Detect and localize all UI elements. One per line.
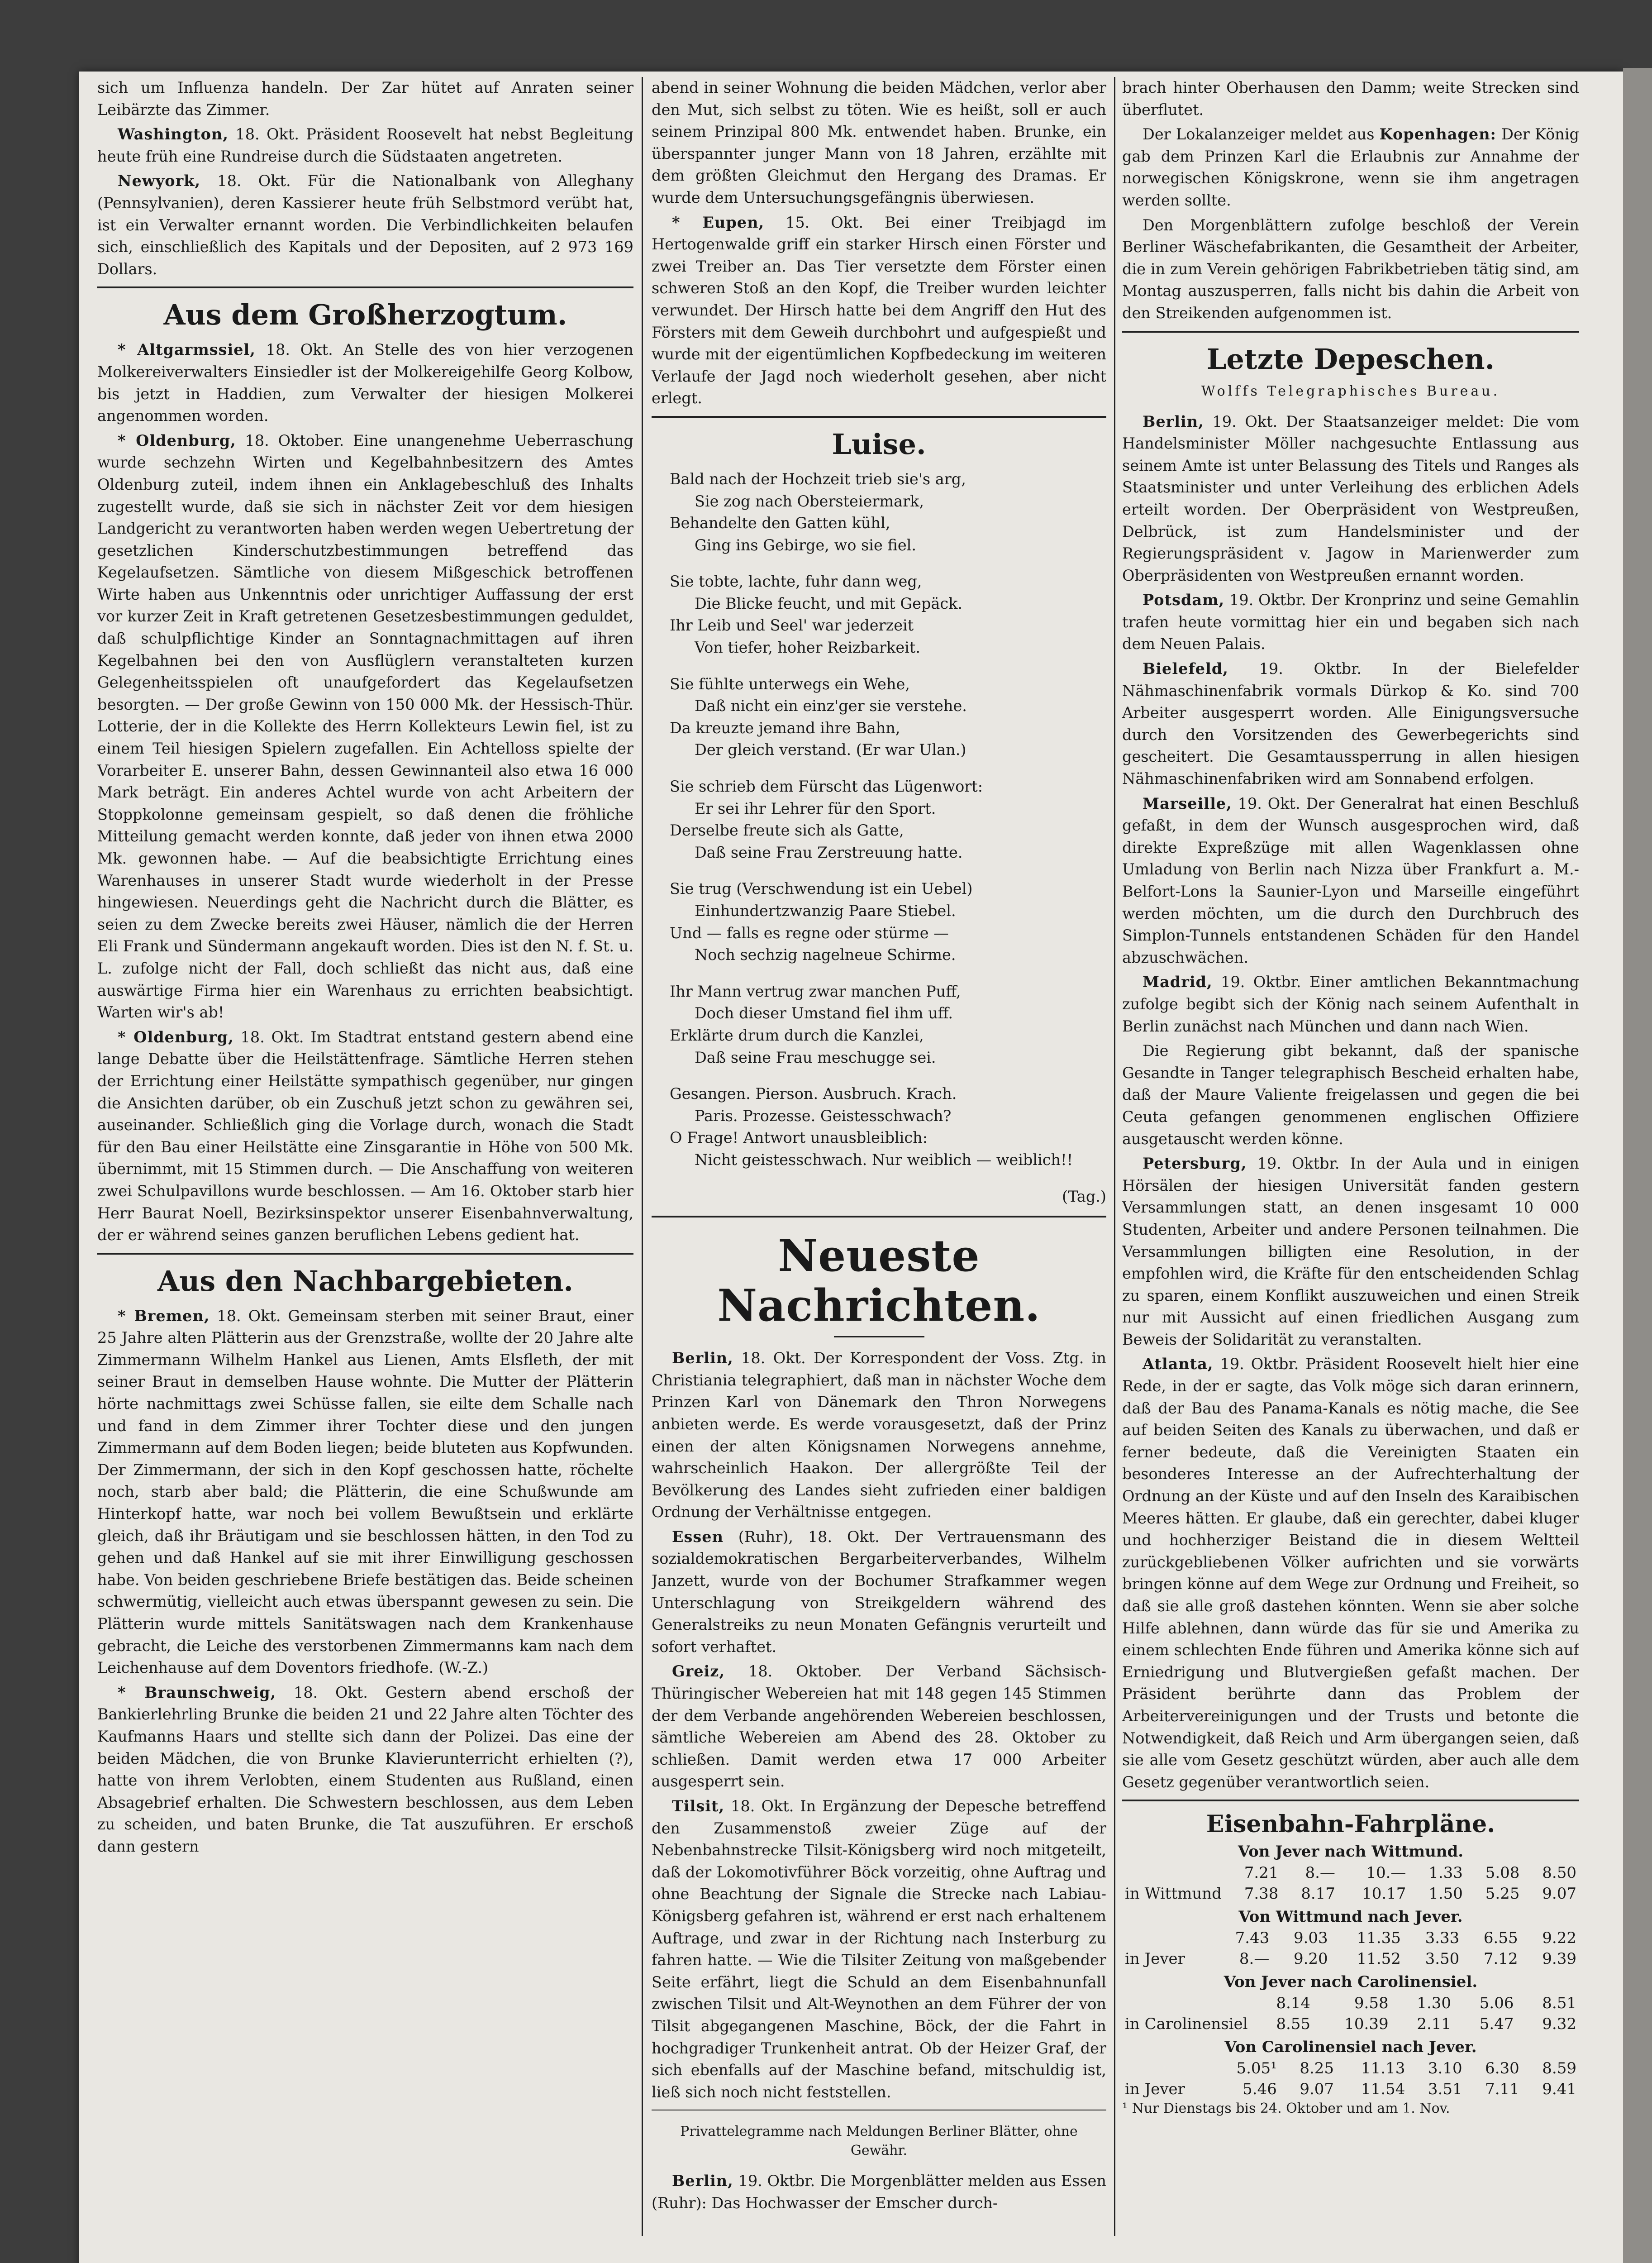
timetable-time: 8.59 <box>1542 2059 1576 2078</box>
article-text: 18. Okt. In Ergänzung der Depesche betreffend den Zusammenstoß zweier Züge auf der Nebenbahnstrecke Tilsit-Königsberg wird noch mitgeteilt, daß der Lokomotivführer Böck vorzeitig, ohne Auftrag und ohne Beachtung der Signale die Strecke nach Labiau-Königsberg gefahren ist, während er erst nach erhaltenem Auftrage, und zwar in der Richtung nach Insterburg zu fahren hatte. — Wie die Tilsiter Zeitung von maßgebender Seite erfährt, liegt die Schuld an dem Eisenbahnunfall zwischen Tilsit und Alt-Weynothen an dem Führer der von Tilsit abgegangenen Maschine, Böck, der die Fahrt in hochgradiger Trunkenheit antrat. Ob der Heizer Graf, der sich ebenfalls auf der Maschine befand, mitschuldig ist, ließ sich noch nicht feststellen. <box>652 1797 1106 2101</box>
poem-source: (Tag.) <box>1062 1187 1106 1205</box>
article-text: 18. Oktober. Der Verband Sächsisch-Thüringischer Webereien hat mit 148 gegen 145 Stimmen der dem Verbande angehörenden Webereien beschlossen, sämtliche Webereien am Abend des 28. Oktober zu schließen. Damit werden etwa 17 000 Arbeiter ausgesperrt sein. <box>652 1662 1106 1790</box>
timetable-row <box>1122 1883 1579 1904</box>
article-altgarmssiel <box>97 339 633 427</box>
timetable-time: 9.39 <box>1542 1950 1576 1968</box>
article-oldenburg-2 <box>97 1026 633 1246</box>
timetable-time: 1.33 <box>1428 1864 1463 1882</box>
article-kopenhagen <box>1122 124 1579 211</box>
timetable-route: Von Carolinensiel nach Jever. <box>1224 2038 1477 2057</box>
paragraph: sich um Influenza handeln. Der Zar hütet auf Anraten seiner Leibärzte das Zimmer. <box>97 79 633 119</box>
timetable-time: 9.07 <box>1542 1885 1576 1903</box>
article-text: 19. Oktbr. In der Bielefelder Nähmaschinenfabrik vormals Dürkop & Ko. sind 700 Arbeiter ausgesperrt worden. Alle Einigungsversuche durch den Vorsitzenden des Gewerbegerichts sind gescheitert. Die Gesamtaussperrung in allen hiesigen Nähmaschinenfabriken wird am Sonnabend erfolgen. <box>1122 660 1579 788</box>
article-text: 19. Oktbr. Einer amtlichen Bekanntmachung zufolge begibt sich der König nach seinem Aufenthalt in Berlin zunächst nach München und dann nach Wien. <box>1122 973 1579 1035</box>
poem-line: Die Blicke feucht, und mit Gepäck. <box>695 594 963 612</box>
timetable-row <box>1122 2079 1579 2100</box>
poem-title: Luise. <box>832 427 926 461</box>
section-rule <box>1122 331 1579 333</box>
timetable-footnote: ¹ Nur Dienstags bis 24. Oktober und am 1. Nov. <box>1122 2101 1450 2117</box>
poem-stanza <box>670 981 1106 1069</box>
timetable-time: 11.35 <box>1357 1929 1401 1948</box>
article-text: 18. Okt. Für die Nationalbank von Alleghany (Pennsylvanien), deren Kassierer heute früh Selbstmord verübt hat, ist ein Verwalter ernannt worden. Die Verbindlichkeiten belaufen sich, einschließlich des Kapitals und der Depositen, auf 2 973 169 Dollars. <box>97 172 633 278</box>
timetable-route: Von Jever nach Wittmund. <box>1238 1843 1464 1861</box>
timetable-time: 7.11 <box>1485 2080 1519 2099</box>
paragraph: brach hinter Oberhausen den Damm; weite Strecken sind überflutet. <box>1122 79 1579 119</box>
poem-line: Der gleich verstand. (Er war Ulan.) <box>695 741 966 759</box>
article-essen <box>652 1526 1106 1658</box>
article-berlin <box>1122 411 1579 587</box>
poem-line: Behandelte den Gatten kühl, <box>670 514 890 532</box>
poem-stanza <box>670 878 1106 966</box>
dateline: Atlanta, <box>1143 1355 1214 1373</box>
dateline: * Oldenburg, <box>118 431 236 449</box>
dateline: Tilsit, <box>672 1797 725 1815</box>
dateline: Washington, <box>118 125 229 143</box>
column-2 <box>652 77 1106 2263</box>
timetable-station <box>1122 1993 1251 2014</box>
article-text: 18. Okt. Präsident Roosevelt hat nebst Begleitung heute früh eine Rundreise durch die Südstaaten angetreten. <box>97 125 633 165</box>
column-rule <box>1114 77 1115 2236</box>
poem-line: Von tiefer, hoher Reizbarkeit. <box>695 639 920 657</box>
timetables <box>1122 1841 1579 2100</box>
poem-line: Erklärte drum durch die Kanzlei, <box>670 1026 924 1044</box>
poem-line: Paris. Prozesse. Geistesschwach? <box>695 1107 952 1125</box>
poem-line: Und — falls es regne oder stürme — <box>670 924 949 942</box>
poem <box>652 468 1106 1171</box>
poem-line: Nicht geistesschwach. Nur weiblich — weiblich!! <box>695 1151 1073 1169</box>
timetable-time: 10.17 <box>1362 1885 1406 1903</box>
dateline: * Bremen, <box>118 1307 210 1325</box>
poem-stanza <box>670 468 1106 556</box>
poem-line: Da kreuzte jemand ihre Bahn, <box>670 719 900 737</box>
timetable <box>1122 1993 1579 2034</box>
poem-line: Daß seine Frau Zerstreuung hatte. <box>695 843 963 861</box>
timetable-time: 5.08 <box>1485 1864 1520 1882</box>
timetable-time: 6.55 <box>1483 1929 1518 1948</box>
timetable-time: 10.39 <box>1344 2015 1389 2034</box>
dateline: Bielefeld, <box>1143 660 1228 678</box>
paragraph: Den Morgenblättern zufolge beschloß der Verein Berliner Wäschefabrikanten, die Gesamtheit der Arbeiter, die in zum Verein gehörigen Fabrikbetrieben tätig sind, am Montag auszusperren, falls nicht bis dahin die Arbeit von den Streikenden aufgenommen ist. <box>1122 216 1579 322</box>
timetable-time: 9.03 <box>1293 1929 1328 1948</box>
dateline: Berlin, <box>672 1349 733 1367</box>
article-text: 18. Okt. Gestern abend erschoß der Bankierlehrling Brunke die beiden 21 und 22 Jahre alten Töchter des Kaufmanns Haars und stellte sich dann der Polizei. Das eine der beiden Mädchen, die von Brunke Klavierunterricht erhielten (?), hatte von ihrem Verlobten, einem Studenten aus Rußland, einen Absagebrief erhalten. Die Schwestern beschlossen, aus dem Leben zu scheiden, und baten Brunke, die Tat auszuführen. Er erschoß dann gestern <box>97 1683 633 1855</box>
adjacent-page-edge <box>1623 68 1652 2263</box>
timetable-time: 7.43 <box>1235 1929 1270 1948</box>
article-greiz <box>652 1661 1106 1793</box>
timetable-row <box>1122 1928 1579 1948</box>
timetable-heading: Eisenbahn-Fahrpläne. <box>1206 1810 1495 1838</box>
article-text: (Ruhr), 18. Okt. Der Vertrauensmann des sozialdemokratischen Bergarbeiterverbandes, Wilhelm Janzett, wurde von der Bochumer Strafkammer wegen Unterschlagung von Streikgeldern während des Generalstreiks zu neun Monaten Gefängnis verurteilt und sofort verhaftet. <box>652 1528 1106 1656</box>
article-bremen <box>97 1305 633 1679</box>
poem-line: Ging ins Gebirge, wo sie fiel. <box>695 536 917 554</box>
timetable-row <box>1122 2014 1579 2034</box>
poem-line: Sie fühlte unterwegs ein Wehe, <box>670 675 910 693</box>
article-potsdam <box>1122 589 1579 655</box>
timetable-time: 1.50 <box>1428 1885 1463 1903</box>
timetable-time: 5.05¹ <box>1236 2059 1277 2078</box>
dateline: Essen <box>672 1528 724 1546</box>
section-rule <box>652 416 1106 418</box>
dateline: Kopenhagen: <box>1379 125 1496 143</box>
timetable-time: 9.22 <box>1542 1929 1576 1948</box>
poem-stanza <box>670 1083 1106 1171</box>
dateline: Marseille, <box>1143 794 1232 812</box>
timetable-time: 8.14 <box>1276 1994 1311 2013</box>
article-washington <box>97 124 633 167</box>
column-rule <box>642 77 643 2236</box>
timetable-station: in Jever <box>1125 1950 1185 1968</box>
section-rule <box>1122 1800 1579 1801</box>
article-petersburg <box>1122 1153 1579 1351</box>
poem-stanza <box>670 776 1106 864</box>
poem-stanza <box>670 673 1106 761</box>
poem-line: Daß nicht ein einz'ger sie verstehe. <box>695 697 967 715</box>
poem-line: Doch dieser Umstand fiel ihm uff. <box>695 1004 953 1022</box>
dateline: Petersburg, <box>1143 1155 1247 1173</box>
article-text: 18. Okt. Gemeinsam sterben mit seiner Braut, einer 25 Jahre alten Plätterin aus der Grenzstraße, wollte der 20 Jahre alte Zimmermann Wilhelm Hankel aus Lienen, Amts Elsfleth, der mit seiner Braut in demselben Hause wohnte. Die Mutter der Plätterin hörte nachmittags zwei Schüsse fallen, sie eilte dem Schalle nach und fand in dem Zimmer ihrer Tochter diese und den jungen Zimmermann auf dem Boden liegen; beide bluteten aus Kopfwunden. Der Zimmermann, der sich in den Kopf geschossen hatte, röchelte noch, starb aber bald; die Plätterin, die eine Schußwunde am Hinterkopf hatte, war noch bei vollem Bewußtsein und erklärte gleich, daß ihr Bräutigam und sie beschlossen hätten, in den Tod zu gehen und daß Hankel auf sie mit ihrer Einwilligung geschossen habe. Von beiden geschriebene Briefe bestätigen das. Beide scheinen schwermütig, vielleicht auch etwas überspannt gewesen zu sein. Die Plätterin wurde mittels Sanitätswagen nach dem Krankenhause gebracht, die Leiche des verstorbenen Zimmermanns kam nach dem Leichenhause auf dem Doventors friedhofe. (W.-Z.) <box>97 1307 633 1677</box>
timetable-time: 11.13 <box>1361 2059 1405 2078</box>
article-text: 19. Okt. Der Generalrat hat einen Beschluß gefaßt, in dem der Wunsch ausgesprochen wird, daß direkte Expreßzüge mit allen Wagenklassen ohne Umladung von Berlin nach Nizza über Frankfurt a. M.-Belfort-Lons la Saunier-Lyon und Marseille eingeführt werden möchten, um die durch den Durchbruch des Simplon-Tunnels entstandenen Schäden für den Handel abzuschwächen. <box>1122 794 1579 966</box>
timetable-time: 8.— <box>1239 1950 1270 1968</box>
timetable-time: 8.50 <box>1542 1864 1576 1882</box>
article-eupen <box>652 212 1106 410</box>
timetable-time: 11.52 <box>1357 1950 1401 1968</box>
timetable-time: 3.50 <box>1425 1950 1460 1968</box>
poem-line: Sie zog nach Obersteiermark, <box>695 492 924 510</box>
timetable-time: 3.10 <box>1428 2059 1462 2078</box>
timetable-station: in Carolinensiel <box>1125 2015 1248 2034</box>
poem-line: Gesangen. Pierson. Ausbruch. Krach. <box>670 1085 957 1103</box>
article-text: 15. Okt. Bei einer Treibjagd im Hertogenwalde griff ein starker Hirsch einen Förster und zwei Treiber an. Das Tier versetzte dem Förster einen schweren Stoß an den Kopf, die Treiber wurden leichter verwundet. Der Hirsch hatte bei dem Angriff den Hut des Försters mit dem Geweih durchbohrt und aufgespießt und wurde mit der eigentümlichen Kopfbedeckung im weiteren Verlaufe der Jagd noch wiederholt gesehen, aber nicht erlegt. <box>652 213 1106 407</box>
timetable-station: in Jever <box>1125 2080 1185 2099</box>
section-rule <box>97 1253 633 1255</box>
timetable-route: Von Wittmund nach Jever. <box>1238 1908 1463 1926</box>
timetable-time: 2.11 <box>1417 2015 1452 2034</box>
poem-stanza <box>670 571 1106 659</box>
poem-line: Sie schrieb dem Fürscht das Lügenwort: <box>670 778 983 796</box>
timetable-row <box>1122 1862 1579 1883</box>
article-tilsit <box>652 1795 1106 2103</box>
article-berlin <box>652 1347 1106 1523</box>
article-newyork <box>97 170 633 280</box>
timetable-time: 3.33 <box>1425 1929 1460 1948</box>
dateline: Newyork, <box>118 172 201 190</box>
article-text: 19. Oktbr. In der Aula und in einigen Hörsälen der hiesigen Universität fanden gestern Versammlungen statt, an denen insgesamt 10 000 Studenten, Arbeiter und andere Personen teilnahmen. Die Versammlungen billigten eine Resolution, in der empfohlen wird, die Kräfte für den entscheidenden Schlag zu sparen, einem Konflikt auszuweichen und einen Streik nur mit Aussicht auf einen friedlichen Ausgang zum Beweis der Solidarität zu veranstalten. <box>1122 1155 1579 1348</box>
timetable-time: 1.30 <box>1417 1994 1452 2013</box>
article-text: 19. Oktbr. Präsident Roosevelt hielt hier eine Rede, in der er sagte, das Volk möge sich daran erinnern, daß der Bau des Panama-Kanals es nötig mache, die See auf beiden Seiten des Kanals zu überwachen, und daß er ferner bedeute, daß die Vereinigten Staaten ein besonderes Interesse an der Aufrechterhaltung der Ordnung an der Küste und auf den Inseln des Karaibischen Meeres hätten. Er glaube, daß ein gerechter, dabei kluger und hochherziger Beistand die in diesem Weltteil zurückgebliebenen Völker aufrichten und sie vorwärts bringen könne auf dem Wege zur Ordnung und Freiheit, so daß sie alle groß dastehen könnten. Wenn sie aber solche Hilfe ablehnen, dann würde das für sie und Amerika zu einem schlechten Ende führen und Amerika könne sich auf Erniedrigung und Blutvergießen gefaßt machen. Der Präsident berührte dann das Problem der Arbeitervereinigungen und der Trusts und betonte die Notwendigkeit, daß Reich und Arm übergangen seien, daß sie alle vom Gesetz geschützt würden, aber auch alle dem Gesetz gegenüber verantwortlich seien. <box>1122 1355 1579 1791</box>
article-text: 18. Okt. An Stelle des von hier verzogenen Molkereiverwalters Einsiedler ist der Molkereigehilfe Georg Kolbow, bis jetzt in Haddien, zum Verwalter der hiesigen Molkerei angenommen worden. <box>97 341 633 425</box>
timetable-station <box>1122 1928 1214 1948</box>
section-rule <box>652 1216 1106 1217</box>
section-heading: Neueste Nachrichten. <box>717 1230 1041 1332</box>
poem-line: Ihr Mann vertrug zwar manchen Puff, <box>670 982 961 1000</box>
poem-line: Bald nach der Hochzeit trieb sie's arg, <box>670 470 966 488</box>
timetable-time: 9.58 <box>1354 1994 1389 2013</box>
poem-line: Sie trug (Verschwendung ist ein Uebel) <box>670 880 973 898</box>
timetable <box>1122 1862 1579 1904</box>
article-text: Der Lokalanzeiger meldet aus <box>1143 125 1375 143</box>
dateline: Potsdam, <box>1143 591 1225 609</box>
timetable <box>1122 2058 1579 2100</box>
timetable-time: 5.25 <box>1485 1885 1520 1903</box>
section-heading: Letzte Depeschen. <box>1206 342 1495 376</box>
poem-line: Derselbe freute sich als Gatte, <box>670 821 904 840</box>
section-heading: Aus dem Großherzogtum. <box>163 298 567 332</box>
timetable-station: in Wittmund <box>1125 1885 1222 1903</box>
timetable-time: 7.38 <box>1244 1885 1279 1903</box>
article-text: 18. Okt. Der Korrespondent der Voss. Ztg. in Christiania telegraphiert, daß man in nächster Woche dem Prinzen Karl von Dänemark den Thron Norwegens anbieten werde. Es werde vorausgesetzt, daß der Prinz einen der alten Königsnamen Norwegens annehme, wahrscheinlich Haakon. Der allergrößte Teil der Bevölkerung des Landes sieht zufrieden einer baldigen Ordnung der Verhältnisse entgegen. <box>652 1349 1106 1521</box>
timetable-time: 8.— <box>1305 1864 1335 1882</box>
timetable-time: 9.07 <box>1300 2080 1334 2099</box>
article-text: 18. Oktober. Eine unangenehme Ueberraschung wurde sechzehn Wirten und Kegelbahnbesitzern des Amtes Oldenburg zuteil, indem ihnen ein Anklagebeschluß des Inhalts zugestellt wurde, daß sie sich in nächster Zeit vor dem hiesigen Landgericht zu verantworten haben werden wegen Uebertretung der gesetzlichen Kinderschutzbestimmungen betreffend das Kegelaufsetzen. Sämtliche von diesem Mißgeschick betroffenen Wirte haben aus Unkenntnis oder unrichtiger Auffassung der erst vor kurzer Zeit in Kraft getretenen Gesetzesbestimmungen geduldet, daß schulpflichtige Kinder an Sonntagnachmittagen auf ihren Kegelbahnen bei den von Ausflüglern veranstalteten kurzen Gelegenheitsspielen oft unaufgefordert das Kegelaufsetzen besorgten. — Der große Gewinn von 150 000 Mk. der Hessisch-Thür. Lotterie, der in die Kollekte des Herrn Kollekteurs Lewin fiel, ist zu einem Teil hiesigen Spielern zugefallen. Ein Achtelloss spielte der Vorarbeiter E. unserer Bahn, dessen Gewinnanteil also etwa 16 000 Mark beträgt. Ein anderes Achtel wurde von acht Arbeitern der Stoppkolonne gemeinsam gespielt, so daß denen die fröhliche Mitteilung gemacht werden konnte, daß jeder von ihnen etwa 2000 Mk. gewonnen habe. — Auf die beabsichtigte Errichtung eines Warenhauses in unserer Stadt wurde wiederholt in der Presse hingewiesen. Neuerdings geht die Nachricht durch die Blätter, es seien zu dem Zwecke bereits zwei Häuser, nämlich die der Herren Eli Frank und Sündermann angekauft worden. Dies ist den N. f. St. u. L. zufolge nicht der Fall, doch schließt das nicht aus, daß eine auswärtige Firma hier ein Warenhaus zu errichten beabsichtigt. Warten wir's ab! <box>97 431 633 1022</box>
article-marseille <box>1122 793 1579 969</box>
dateline: * Altgarmssiel, <box>118 341 256 359</box>
dateline: Berlin, <box>1143 412 1204 430</box>
paragraph: Die Regierung gibt bekannt, daß der spanische Gesandte in Tanger telegraphisch Bescheid erhalten habe, daß der Maure Valiente freigelassen und gegen die bei Ceuta gefangen genommenen englischen Offiziere ausgetauscht werden könne. <box>1122 1042 1579 1148</box>
article-text: 19. Oktbr. Die Morgenblätter melden aus Essen (Ruhr): Das Hochwasser der Emscher durch- <box>652 2172 1106 2212</box>
poem-line: Ihr Leib und Seel' war jederzeit <box>670 616 914 635</box>
paragraph: abend in seiner Wohnung die beiden Mädchen, verlor aber den Mut, sich selbst zu töten. Wie es heißt, soll er auch seinem Prinzipal 800 Mk. entwendet haben. Brunke, ein überspannter junger Mann von 18 Jahren, erzählte mit dem größten Gleichmut den Hergang des Dramas. Er wurde dem Untersuchungsgefängnis überwiesen. <box>652 79 1106 206</box>
short-rule <box>834 1336 924 1337</box>
timetable-station <box>1122 1862 1224 1883</box>
dateline: * Eupen, <box>672 213 765 231</box>
article-text: 19. Oktbr. Der Kronprinz und seine Gemahlin trafen heute vormittag hier ein und begaben sich nach dem Neuen Palais. <box>1122 591 1579 653</box>
poem-line: Noch sechzig nagelneue Schirme. <box>695 946 956 964</box>
article-bielefeld <box>1122 658 1579 790</box>
column-1 <box>97 77 633 2263</box>
section-heading: Aus den Nachbargebieten. <box>157 1264 573 1298</box>
timetable-time: 8.55 <box>1276 2015 1311 2034</box>
column-3 <box>1122 77 1579 2263</box>
timetable-time: 8.17 <box>1301 1885 1335 1903</box>
dateline: * Braunschweig, <box>118 1683 276 1701</box>
dateline: Berlin, <box>672 2172 733 2190</box>
section-subheading: Wolffs Telegraphisches Bureau. <box>1201 383 1500 399</box>
timetable-row <box>1122 1993 1579 2014</box>
article-text: 18. Okt. Im Stadtrat entstand gestern abend eine lange Debatte über die Heilstättenfrage. Sämtliche Herren stehen der Errichtung einer Heilstätte sympathisch gegenüber, nur gingen die Ansichten darüber, ob ein Zuschuß jetzt schon zu gewähren sei, auseinander. Schließlich ging die Vorlage durch, wonach die Stadt für den Bau einer Heilstätte eine Zinsgarantie in Höhe von 500 Mk. übernimmt, mit 15 Stimmen durch. — Die Anschaffung von weiteren zwei Schulpavillons wurde beschlossen. — Am 16. Oktober starb hier Herr Baurat Noell, Bezirksinspektor unserer Eisenbahnverwaltung, der er während seines ganzen beruflichen Lebens gedient hat. <box>97 1028 633 1244</box>
timetable-row <box>1122 2058 1579 2079</box>
dateline: * Oldenburg, <box>118 1028 234 1046</box>
timetable-time: 6.30 <box>1485 2059 1519 2078</box>
poem-line: Er sei ihr Lehrer für den Sport. <box>695 799 936 817</box>
article-atlanta <box>1122 1353 1579 1793</box>
timetable-time: 5.46 <box>1243 2080 1277 2099</box>
timetable-time: 3.51 <box>1428 2080 1462 2099</box>
timetable-station <box>1122 2058 1214 2079</box>
timetable-time: 9.41 <box>1542 2080 1576 2099</box>
article-braunschweig <box>97 1682 633 1858</box>
private-telegram-note: Privattelegramme nach Meldungen Berliner Blätter, ohne Gewähr. <box>680 2124 1078 2159</box>
timetable-time: 9.20 <box>1293 1950 1328 1968</box>
timetable-time: 10.— <box>1366 1864 1406 1882</box>
article-text: 19. Okt. Der Staatsanzeiger meldet: Die vom Handelsminister Möller nachgesuchte Entlassung aus seinem Amte ist unter Belassung des Titels und Ranges als Staatsminister und unter Verleihung des erblichen Adels erteilt worden. Der Oberpräsident von Westpreußen, Delbrück, ist zum Handelsminister und der Regierungspräsident v. Jagow in Marienwerder zum Oberpräsidenten von Westpreußen ernannt worden. <box>1122 412 1579 584</box>
timetable <box>1122 1928 1579 1969</box>
timetable-time: 5.06 <box>1479 1994 1514 2013</box>
timetable-time: 8.51 <box>1542 1994 1576 2013</box>
article-berlin-2 <box>652 2170 1106 2214</box>
timetable-route: Von Jever nach Carolinensiel. <box>1224 1973 1478 1991</box>
timetable-row <box>1122 1948 1579 1969</box>
poem-line: Einhundertzwanzig Paare Stiebel. <box>695 902 956 920</box>
poem-line: Sie tobte, lachte, fuhr dann weg, <box>670 573 922 591</box>
timetable-time: 7.21 <box>1244 1864 1279 1882</box>
section-rule <box>97 286 633 288</box>
article-text: Der König gab dem Prinzen Karl die Erlaubnis zur Annahme der norwegischen Königskrone, wenn sie ihm angetragen werden sollte. <box>1122 125 1579 209</box>
article-madrid <box>1122 971 1579 1037</box>
poem-line: O Frage! Antwort unausbleiblich: <box>670 1129 928 1147</box>
timetable-time: 5.47 <box>1479 2015 1514 2034</box>
timetable-time: 7.12 <box>1483 1950 1518 1968</box>
timetable-time: 8.25 <box>1300 2059 1334 2078</box>
article-oldenburg <box>97 430 633 1024</box>
timetable-time: 11.54 <box>1361 2080 1405 2099</box>
timetable-time: 9.32 <box>1542 2015 1576 2034</box>
dateline: Greiz, <box>672 1662 725 1681</box>
dateline: Madrid, <box>1143 973 1213 991</box>
poem-line: Daß seine Frau meschugge sei. <box>695 1048 936 1066</box>
